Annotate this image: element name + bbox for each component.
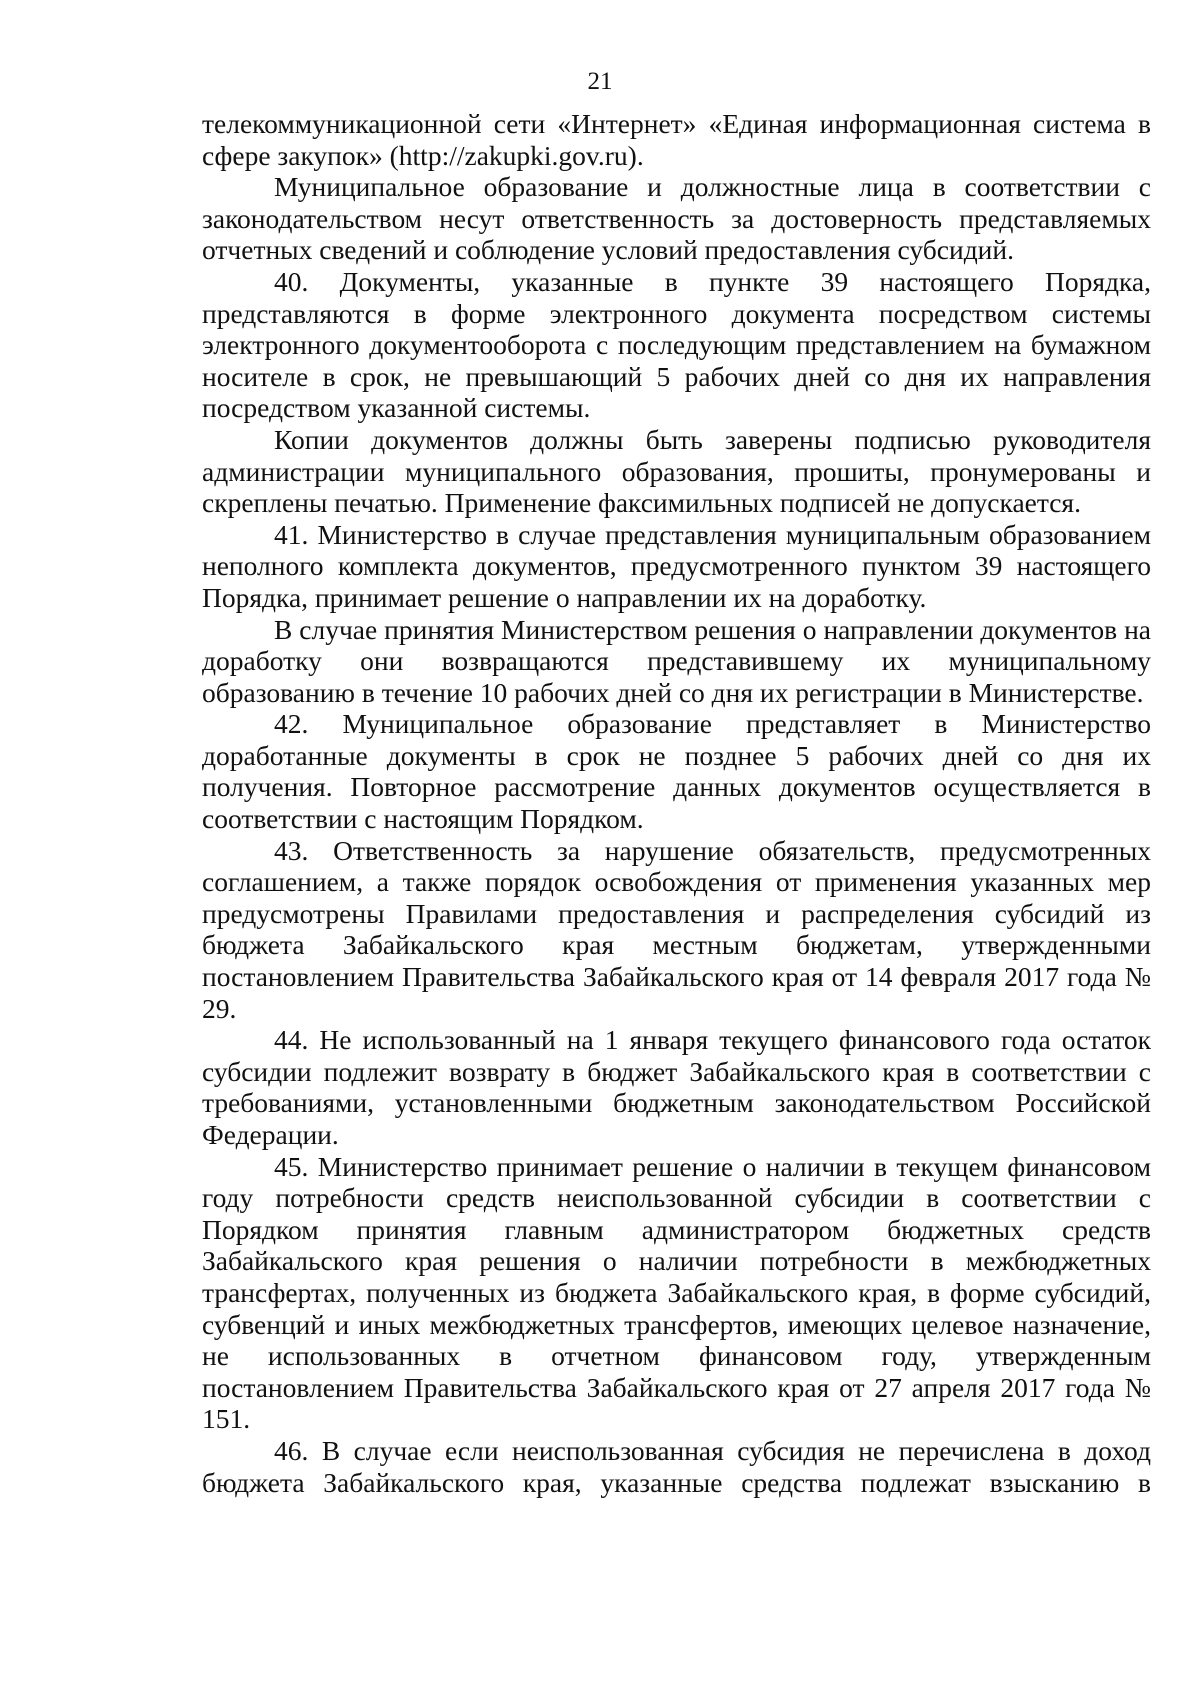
paragraph: Муниципальное образование и должностные лица в соответствии с законодательством несут ответственность за достоверность представляемых отчетных сведений и соблюдение условий предоставления субсидий.	[202, 171, 1151, 266]
paragraph: 45. Министерство принимает решение о наличии в текущем финансовом году потребности средств неиспользованной субсидии в соответствии с Порядком принятия главным администратором бюджетных средств Забайкальского края решения о наличии потребности в межбюджетных трансфертах, полученных из бюджета Забайкальского края, в форме субсидий, субвенций и иных межбюджетных трансфертов, имеющих целевое назначение, не использованных в отчетном финансовом году, утвержденным постановлением Правительства Забайкальского края от 27 апреля 2017 года № 151.	[202, 1150, 1151, 1435]
paragraph: 46. В случае если неиспользованная субсидия не перечислена в доход бюджета Забайкальского края, указанные средства подлежат взысканию в	[202, 1434, 1151, 1498]
paragraph: В случае принятия Министерством решения о направлении документов на доработку они возвращаются представившему их муниципальному образованию в течение 10 рабочих дней со дня их регистрации в Министерстве.	[202, 613, 1151, 708]
paragraph: 42. Муниципальное образование представляет в Министерство доработанные документы в срок не позднее 5 рабочих дней со дня их получения. Повторное рассмотрение данных документов осуществляется в соответствии с настоящим Порядком.	[202, 708, 1151, 835]
page-number: 21	[587, 68, 613, 95]
paragraph: 40. Документы, указанные в пункте 39 настоящего Порядка, представляются в форме электронного документа посредством системы электронного документооборота с последующим представлением на бумажном носителе в срок, не превышающий 5 рабочих дней со дня их направления посредством указанной системы.	[202, 265, 1151, 424]
document-body	[202, 108, 1151, 1498]
paragraph: 43. Ответственность за нарушение обязательств, предусмотренных соглашением, а также порядок освобождения от применения указанных мер предусмотрены Правилами предоставления и распределения субсидий из бюджета Забайкальского края местным бюджетам, утвержденными постановлением Правительства Забайкальского края от 14 февраля 2017 года № 29.	[202, 834, 1151, 1024]
paragraph: 44. Не использованный на 1 января текущего финансового года остаток субсидии подлежит возврату в бюджет Забайкальского края в соответствии с требованиями, установленными бюджетным законодательством Российской Федерации.	[202, 1024, 1151, 1150]
paragraph: телекоммуникационной сети «Интернет» «Единая информационная система в сфере закупок» (http://zakupki.gov.ru).	[202, 108, 1151, 171]
paragraph: 41. Министерство в случае представления муниципальным образованием неполного комплекта документов, предусмотренного пунктом 39 настоящего Порядка, принимает решение о направлении их на доработку.	[202, 518, 1151, 613]
paragraph: Копии документов должны быть заверены подписью руководителя администрации муниципального образования, прошиты, пронумерованы и скреплены печатью. Применение факсимильных подписей не допускается.	[202, 423, 1151, 519]
